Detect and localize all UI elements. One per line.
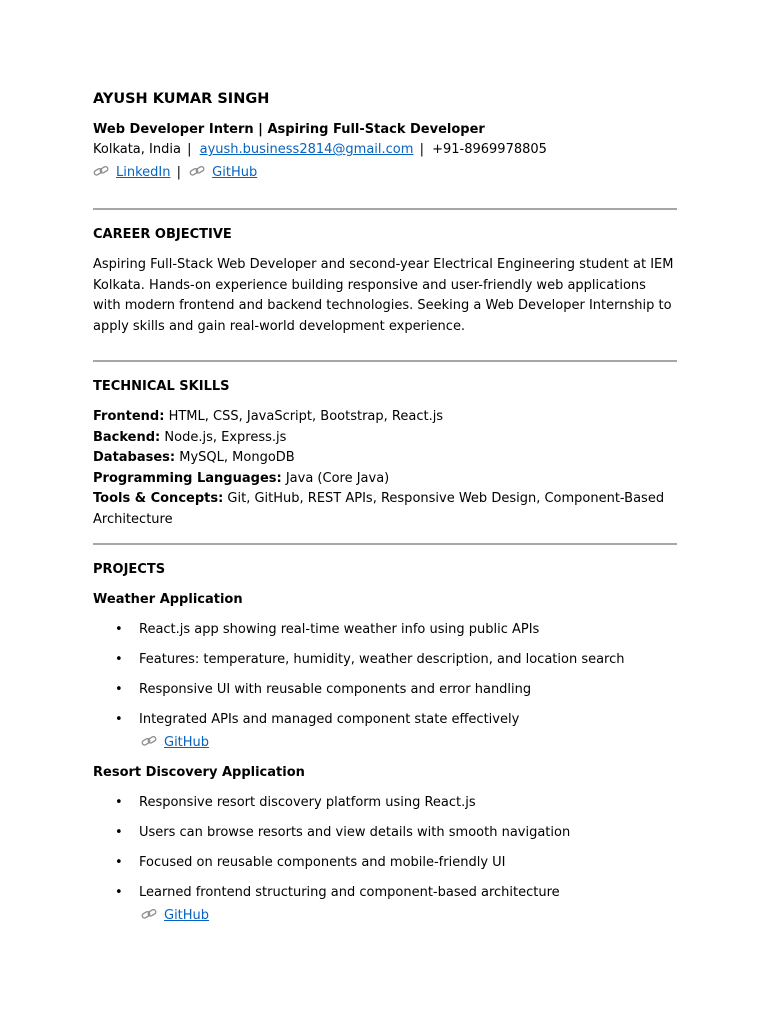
section-divider (93, 543, 677, 545)
project-link-row (93, 733, 677, 753)
bullet-marker: • (115, 712, 123, 727)
github-link[interactable]: GitHub (212, 165, 258, 180)
project-link-row (93, 906, 677, 926)
link-icon (141, 908, 157, 920)
profile-links-line (93, 163, 677, 183)
skill-value: MySQL, MongoDB (175, 450, 295, 465)
projects-heading: PROJECTS (93, 562, 166, 577)
separator: | (176, 165, 182, 180)
resort-github-link[interactable]: GitHub (164, 908, 210, 923)
bullet-marker: • (115, 885, 123, 900)
objective-heading: CAREER OBJECTIVE (93, 227, 232, 242)
bullet-text: Learned frontend structuring and component-based architecture (139, 885, 560, 900)
bullet-marker: • (115, 682, 123, 697)
candidate-title: Web Developer Intern | Aspiring Full-Stack Developer (93, 122, 485, 137)
skill-label: Databases: (93, 450, 176, 465)
skill-row (93, 489, 677, 530)
bullet-text: Responsive resort discovery platform using React.js (139, 795, 476, 810)
bullet-marker: • (115, 652, 123, 667)
bullet-text: Features: temperature, humidity, weather description, and location search (139, 652, 625, 667)
bullet-text: Responsive UI with reusable components and error handling (139, 682, 532, 697)
bullet-text: Integrated APIs and managed component state effectively (139, 712, 520, 727)
skill-value: HTML, CSS, JavaScript, Bootstrap, React.js (164, 409, 444, 424)
weather-github-link[interactable]: GitHub (164, 735, 210, 750)
skill-label: Frontend: (93, 409, 165, 424)
skill-label: Programming Languages: (93, 470, 282, 486)
project-title: Weather Application (93, 592, 243, 607)
skill-label: Tools & Concepts: (93, 491, 224, 506)
skill-value: Java (Core Java) (281, 470, 390, 486)
resume-content (93, 88, 677, 926)
link-icon (189, 165, 205, 177)
bullet-text: Users can browse resorts and view details with smooth navigation (139, 825, 571, 840)
list-item (93, 853, 677, 873)
contact-line (93, 140, 677, 160)
separator: | (187, 142, 192, 157)
section-divider (93, 360, 677, 362)
skill-row (93, 407, 677, 428)
skill-row (93, 469, 677, 490)
phone-text: +91-8969978805 (432, 142, 547, 157)
list-item (93, 680, 677, 700)
list-item (93, 823, 677, 843)
link-icon (93, 165, 109, 177)
separator: | (419, 142, 424, 157)
bullet-marker: • (115, 855, 123, 870)
bullet-marker: • (115, 795, 123, 810)
skills-list (93, 407, 677, 530)
objective-text: Aspiring Full-Stack Web Developer and second-year Electrical Engineering student at IEM Kolkata. Hands-on experience building responsive and user-friendly web applications with modern frontend and backend technologies. Seeking a Web Developer Internship to apply skills and gain real-world development experience. (93, 257, 674, 334)
section-divider (93, 208, 677, 210)
link-icon (141, 735, 157, 747)
bullet-marker: • (115, 825, 123, 840)
list-item (93, 650, 677, 670)
skills-heading: TECHNICAL SKILLS (93, 379, 230, 394)
list-item (93, 793, 677, 813)
bullet-marker: • (115, 622, 123, 637)
bullet-text: React.js app showing real-time weather info using public APIs (139, 622, 540, 637)
location-text: Kolkata, India (93, 142, 181, 157)
list-item (93, 883, 677, 903)
candidate-name: AYUSH KUMAR SINGH (93, 91, 270, 107)
linkedin-link[interactable]: LinkedIn (116, 165, 171, 180)
skill-label: Backend: (93, 429, 161, 445)
skill-row (93, 428, 677, 449)
bullet-text: Focused on reusable components and mobile-friendly UI (139, 855, 506, 870)
skill-value: Node.js, Express.js (160, 429, 287, 445)
project-bullets (93, 793, 677, 903)
list-item (93, 620, 677, 640)
skill-value: Git, GitHub, REST APIs, Responsive Web Design, Component-Based Architecture (93, 491, 665, 527)
skill-row (93, 448, 677, 469)
list-item (93, 710, 677, 730)
project-bullets (93, 620, 677, 730)
project-title: Resort Discovery Application (93, 765, 305, 780)
email-link[interactable]: ayush.business2814@gmail.com (199, 142, 414, 157)
